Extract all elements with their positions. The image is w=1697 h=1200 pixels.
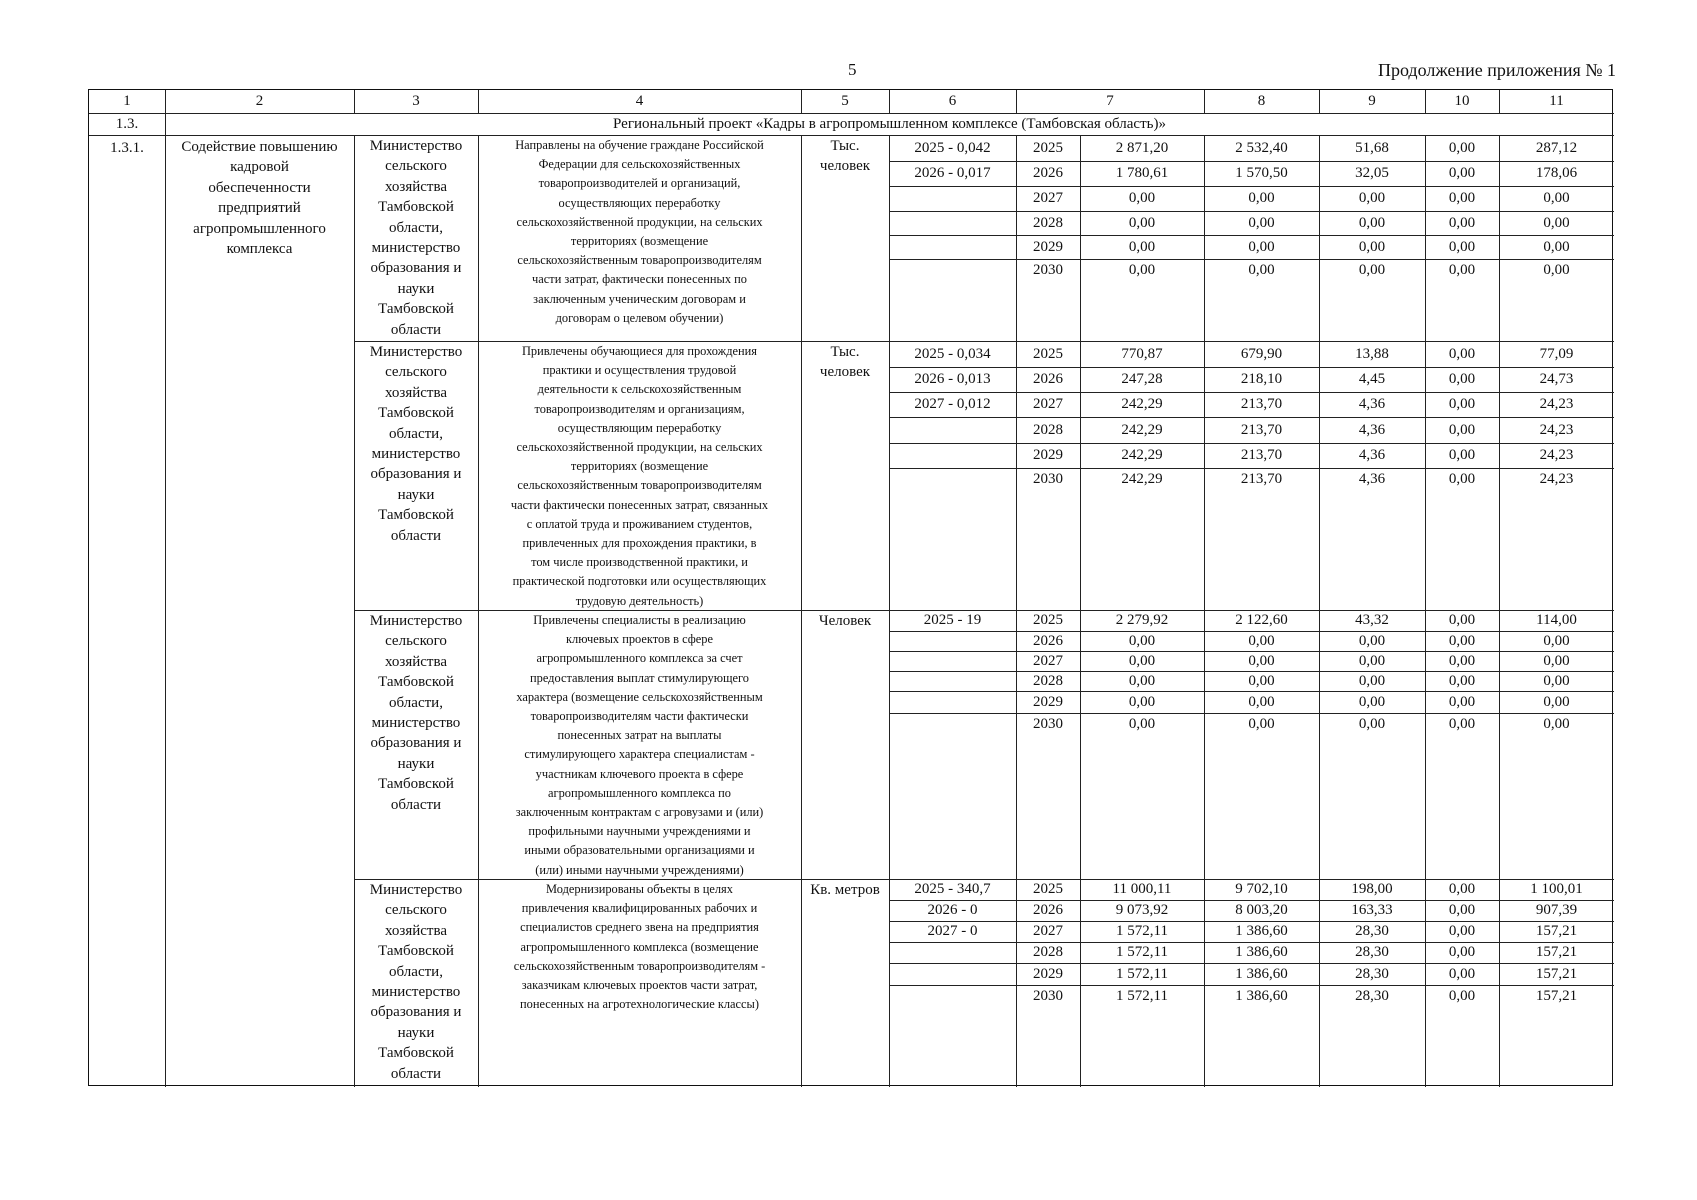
cell-col8: 1 386,60 <box>1235 966 1288 982</box>
cell-col10: 0,00 <box>1448 881 1476 897</box>
unit-3-line: Человек <box>818 613 872 629</box>
unit-1-line: человек <box>819 158 871 175</box>
cell-col8: 679,90 <box>1240 346 1283 362</box>
cell-col7: 1 780,61 <box>1115 165 1169 181</box>
cell-col7: 0,00 <box>1128 190 1156 206</box>
cell-col7: 0,00 <box>1128 633 1156 649</box>
item-name-line: предприятий <box>218 200 301 217</box>
executor-3-line: сельского <box>385 633 447 650</box>
target-value: 2025 - 0,034 <box>914 346 991 362</box>
cell-col9: 0,00 <box>1358 716 1386 732</box>
cell-col7: 0,00 <box>1128 694 1156 710</box>
cell-col8: 2 532,40 <box>1235 140 1288 156</box>
result-3-line: (или) иными научными учреждениями) <box>535 862 744 877</box>
executor-1-line: области <box>390 321 442 338</box>
executor-1-line: хозяйства <box>384 178 448 195</box>
cell-col10: 0,00 <box>1448 694 1476 710</box>
cell-col11: 0,00 <box>1543 239 1570 255</box>
cell-col11: 24,23 <box>1539 396 1574 412</box>
cell-col10: 0,00 <box>1448 923 1476 939</box>
cell-col10: 0,00 <box>1448 165 1476 181</box>
executor-4-line: области, <box>389 963 443 980</box>
executor-2-line: образования и <box>370 466 462 483</box>
result-3-line: Привлечены специалисты в реализацию <box>533 613 746 627</box>
cell-col11: 0,00 <box>1543 694 1570 710</box>
column-number-7: 7 <box>1106 93 1114 109</box>
cell-col7: 242,29 <box>1121 422 1163 438</box>
cell-year: 2029 <box>1033 447 1063 463</box>
section-code: 1.3. <box>115 116 139 132</box>
cell-col10: 0,00 <box>1448 902 1476 918</box>
cell-col10: 0,00 <box>1448 612 1476 628</box>
budget-table <box>88 89 1613 1086</box>
cell-col8: 0,00 <box>1248 215 1275 231</box>
cell-col7: 1 572,11 <box>1116 944 1168 960</box>
unit-1 <box>801 136 889 177</box>
cell-col7: 2 871,20 <box>1115 140 1169 156</box>
cell-col11: 907,39 <box>1535 902 1578 918</box>
cell-col9: 163,33 <box>1351 902 1393 918</box>
cell-col7: 770,87 <box>1121 346 1163 362</box>
cell-year: 2025 <box>1033 612 1063 628</box>
cell-year: 2028 <box>1033 673 1063 689</box>
executor-2-line: науки <box>397 486 435 503</box>
cell-col10: 0,00 <box>1448 673 1476 689</box>
cell-col8: 0,00 <box>1248 633 1275 649</box>
cell-col8: 0,00 <box>1248 673 1275 689</box>
column-number-8: 8 <box>1257 93 1266 109</box>
cell-year: 2030 <box>1033 716 1063 732</box>
cell-col7: 9 073,92 <box>1115 902 1169 918</box>
cell-col11: 24,23 <box>1539 471 1574 487</box>
result-4-line: Модернизированы объекты в целях <box>546 882 733 896</box>
executor-2 <box>354 342 478 546</box>
cell-col9: 28,30 <box>1355 944 1389 960</box>
cell-year: 2029 <box>1033 966 1063 982</box>
cell-col10: 0,00 <box>1448 988 1476 1004</box>
executor-1-line: Тамбовской <box>378 301 454 318</box>
result-3 <box>478 611 801 880</box>
cell-col8: 213,70 <box>1240 396 1283 412</box>
result-2 <box>478 342 801 611</box>
executor-4-line: Министерство <box>369 882 463 898</box>
cell-col10: 0,00 <box>1448 633 1476 649</box>
result-2-line: сельскохозяйственным товаропроизводителям <box>517 478 762 493</box>
executor-3-line: министерство <box>371 715 461 732</box>
item-name-line: агропромышленного <box>193 220 326 237</box>
cell-col8: 0,00 <box>1248 653 1275 669</box>
result-2-line: Привлечены обучающиеся для прохождения <box>521 344 758 358</box>
cell-col10: 0,00 <box>1448 190 1476 206</box>
target-value: 2025 - 340,7 <box>914 881 991 897</box>
cell-col8: 8 003,20 <box>1235 902 1288 918</box>
cell-col7: 0,00 <box>1128 716 1156 732</box>
result-4 <box>478 880 801 1014</box>
executor-2-line: министерство <box>371 446 461 463</box>
cell-col8: 0,00 <box>1248 262 1275 278</box>
result-4-line: специалистов среднего звена на предприятия <box>520 920 759 935</box>
cell-col9: 0,00 <box>1358 633 1386 649</box>
executor-3 <box>354 611 478 815</box>
result-4-line: понесенных на агротехнологические классы) <box>520 997 759 1012</box>
result-3-line: товаропроизводителям части фактически <box>530 709 749 724</box>
column-number-4: 4 <box>635 93 644 109</box>
item-name-line: комплекса <box>226 241 293 258</box>
target-value: 2026 - 0,017 <box>914 165 991 181</box>
cell-col10: 0,00 <box>1448 944 1476 960</box>
target-value: 2026 - 0,013 <box>914 371 991 387</box>
cell-col10: 0,00 <box>1448 239 1476 255</box>
executor-4-line: Тамбовской <box>378 1045 454 1062</box>
target-value: 2025 - 19 <box>923 612 982 628</box>
result-1-line: сельскохозяйственной продукции, на сельских <box>516 214 763 229</box>
cell-year: 2025 <box>1033 881 1063 897</box>
cell-col7: 242,29 <box>1121 447 1163 463</box>
result-2-line: трудовую деятельность) <box>575 593 704 608</box>
cell-col8: 2 122,60 <box>1235 612 1288 628</box>
cell-col9: 32,05 <box>1355 165 1389 181</box>
cell-col9: 0,00 <box>1358 653 1386 669</box>
executor-2-line: Тамбовской <box>378 405 454 422</box>
cell-col8: 0,00 <box>1248 239 1275 255</box>
grid-line <box>165 135 166 1087</box>
cell-col8: 213,70 <box>1240 422 1283 438</box>
target-value: 2025 - 0,042 <box>914 140 991 156</box>
cell-col10: 0,00 <box>1448 422 1476 438</box>
executor-4-line: образования и <box>370 1004 462 1021</box>
cell-year: 2025 <box>1033 140 1063 156</box>
cell-col11: 0,00 <box>1543 673 1570 689</box>
cell-col10: 0,00 <box>1448 262 1476 278</box>
continuation-note: Продолжение приложения № 1 <box>1377 60 1616 80</box>
cell-col11: 0,00 <box>1543 633 1570 649</box>
result-1-line: осуществляющих переработку <box>558 195 721 210</box>
cell-col11: 287,12 <box>1535 140 1578 156</box>
result-2-line: сельскохозяйственной продукции, на сельских <box>516 440 763 455</box>
cell-col10: 0,00 <box>1448 966 1476 982</box>
result-3-line: предоставления выплат стимулирующего <box>530 670 749 685</box>
section-title: Региональный проект «Кадры в агропромышленном комплексе (Тамбовская область)» <box>613 116 1166 132</box>
item-name-line: Содействие повышению <box>181 139 338 155</box>
column-number-9: 9 <box>1368 93 1376 109</box>
cell-col9: 4,36 <box>1358 422 1386 438</box>
column-number-1: 1 <box>123 93 131 109</box>
cell-col10: 0,00 <box>1448 716 1476 732</box>
result-2-line: с оплатой труда и проживанием студентов, <box>526 516 753 531</box>
result-3-line: агропромышленного комплекса за счет <box>536 651 743 666</box>
cell-col10: 0,00 <box>1448 215 1476 231</box>
cell-col11: 0,00 <box>1543 262 1570 278</box>
cell-col9: 0,00 <box>1358 694 1386 710</box>
executor-1-line: области, <box>389 219 443 236</box>
result-1-line: заключенным ученическим договорам и <box>533 291 746 306</box>
cell-col11: 0,00 <box>1543 716 1570 732</box>
result-3-line: иными образовательными организациями и <box>524 843 755 858</box>
cell-col9: 28,30 <box>1355 966 1389 982</box>
cell-col8: 0,00 <box>1248 716 1275 732</box>
page-number: 5 <box>848 60 857 79</box>
column-number-11: 11 <box>1549 93 1564 109</box>
result-4-line: заказчикам ключевых проектов части затрат, <box>521 978 758 993</box>
result-4-line: агропромышленного комплекса (возмещение <box>520 939 759 954</box>
executor-3-line: Тамбовской <box>378 674 454 691</box>
item-name-line: обеспеченности <box>208 179 311 196</box>
executor-2-line: области <box>390 527 442 544</box>
result-1-line: товаропроизводителей и организаций, <box>538 176 741 191</box>
cell-col9: 4,45 <box>1358 371 1386 387</box>
cell-col9: 13,88 <box>1355 346 1389 362</box>
executor-1-line: образования и <box>370 260 462 277</box>
target-value: 2026 - 0 <box>927 902 978 918</box>
cell-year: 2027 <box>1033 923 1063 939</box>
cell-col9: 28,30 <box>1355 988 1389 1004</box>
cell-col10: 0,00 <box>1448 371 1476 387</box>
column-number-2: 2 <box>255 93 264 109</box>
cell-col7: 247,28 <box>1121 371 1163 387</box>
cell-year: 2025 <box>1033 346 1063 362</box>
cell-year: 2029 <box>1033 239 1063 255</box>
cell-year: 2028 <box>1033 422 1063 438</box>
cell-col8: 1 386,60 <box>1235 988 1288 1004</box>
executor-4 <box>354 880 478 1084</box>
cell-col11: 157,21 <box>1535 988 1578 1004</box>
executor-4-line: хозяйства <box>384 922 448 939</box>
cell-col7: 242,29 <box>1121 471 1163 487</box>
executor-1-line: сельского <box>385 158 447 175</box>
executor-4-line: науки <box>397 1024 435 1041</box>
executor-1-line: науки <box>397 280 435 297</box>
executor-4-line: Тамбовской <box>378 943 454 960</box>
executor-1-line: министерство <box>371 240 461 257</box>
cell-col10: 0,00 <box>1448 471 1476 487</box>
cell-col7: 0,00 <box>1128 239 1156 255</box>
cell-col8: 1 386,60 <box>1235 923 1288 939</box>
target-value: 2027 - 0,012 <box>914 396 991 412</box>
result-1-line: сельскохозяйственным товаропроизводителям <box>517 253 762 268</box>
result-2-line: осуществляющим переработку <box>557 420 722 435</box>
unit-4 <box>801 880 889 900</box>
executor-1-line: Министерство <box>369 138 463 154</box>
unit-4-line: Кв. метров <box>810 882 880 898</box>
cell-year: 2026 <box>1033 165 1063 181</box>
cell-col8: 218,10 <box>1240 371 1283 387</box>
executor-3-line: области <box>390 796 442 813</box>
result-2-line: территориях (возмещение <box>570 459 709 474</box>
cell-year: 2030 <box>1033 988 1063 1004</box>
cell-col9: 4,36 <box>1358 471 1386 487</box>
cell-col10: 0,00 <box>1448 140 1476 156</box>
cell-col8: 213,70 <box>1240 471 1283 487</box>
item-name <box>165 137 354 259</box>
executor-3-line: хозяйства <box>384 653 448 670</box>
cell-year: 2030 <box>1033 471 1063 487</box>
cell-year: 2028 <box>1033 944 1063 960</box>
unit-1-line: Тыс. <box>830 138 860 154</box>
cell-col10: 0,00 <box>1448 346 1476 362</box>
cell-col11: 1 100,01 <box>1530 881 1583 897</box>
cell-col8: 0,00 <box>1248 190 1275 206</box>
result-3-line: профильными научными учреждениями и <box>528 824 751 839</box>
result-3-line: агропромышленного комплекса по <box>548 785 731 800</box>
result-1-line: договорам о целевом обучении) <box>555 310 724 325</box>
cell-col7: 0,00 <box>1128 262 1156 278</box>
cell-col11: 0,00 <box>1543 190 1570 206</box>
target-value: 2027 - 0 <box>927 923 978 939</box>
column-number-3: 3 <box>412 93 420 109</box>
cell-col10: 0,00 <box>1448 447 1476 463</box>
result-2-line: деятельности к сельскохозяйственным <box>537 382 742 397</box>
cell-col11: 77,09 <box>1539 346 1574 362</box>
unit-2-line: Тыс. <box>830 344 860 360</box>
result-3-line: участникам ключевого проекта в сфере <box>535 766 744 781</box>
item-name-line: кадровой <box>230 159 289 176</box>
cell-col10: 0,00 <box>1448 396 1476 412</box>
cell-col9: 43,32 <box>1355 612 1389 628</box>
cell-year: 2026 <box>1033 902 1063 918</box>
result-2-line: привлеченных для прохождения практики, в <box>522 536 757 551</box>
result-1-line: территориях (возмещение <box>570 234 709 249</box>
result-2-line: части фактически понесенных затрат, связанных <box>510 497 769 512</box>
executor-3-line: области, <box>389 694 443 711</box>
result-4-line: привлечения квалифицированных рабочих и <box>521 901 758 916</box>
cell-col8: 1 386,60 <box>1235 944 1288 960</box>
cell-col9: 0,00 <box>1358 190 1386 206</box>
cell-year: 2027 <box>1033 396 1063 412</box>
cell-col8: 213,70 <box>1240 447 1283 463</box>
cell-year: 2029 <box>1033 694 1063 710</box>
cell-col11: 157,21 <box>1535 923 1578 939</box>
result-3-line: ключевых проектов в сфере <box>566 632 713 647</box>
cell-col10: 0,00 <box>1448 653 1476 669</box>
executor-4-line: сельского <box>385 902 447 919</box>
executor-3-line: Министерство <box>369 613 463 629</box>
result-1-line: части затрат, фактически понесенных по <box>532 272 747 287</box>
cell-col9: 4,36 <box>1358 396 1386 412</box>
cell-col11: 24,23 <box>1539 422 1574 438</box>
cell-year: 2027 <box>1033 653 1063 669</box>
result-2-line: практики и осуществления трудовой <box>542 363 737 378</box>
executor-4-line: области <box>390 1065 442 1082</box>
cell-col11: 157,21 <box>1535 944 1578 960</box>
cell-col7: 0,00 <box>1128 215 1156 231</box>
executor-1-line: Тамбовской <box>378 199 454 216</box>
cell-col11: 0,00 <box>1543 215 1570 231</box>
cell-col9: 0,00 <box>1358 215 1386 231</box>
result-3-line: заключенным контрактам с агровузами и (или) <box>515 805 764 820</box>
executor-2-line: Тамбовской <box>378 507 454 524</box>
cell-year: 2027 <box>1033 190 1063 206</box>
executor-1 <box>354 136 478 340</box>
unit-2 <box>801 342 889 383</box>
result-3-line: понесенных затрат на выплаты <box>557 728 722 743</box>
result-3-line: характера (возмещение сельскохозяйственным <box>516 689 763 704</box>
result-1 <box>478 136 801 328</box>
cell-col9: 0,00 <box>1358 239 1386 255</box>
unit-3 <box>801 611 889 631</box>
cell-col8: 1 570,50 <box>1235 165 1288 181</box>
cell-col7: 2 279,92 <box>1115 612 1169 628</box>
cell-col11: 114,00 <box>1536 612 1577 628</box>
cell-col7: 0,00 <box>1128 673 1156 689</box>
cell-col7: 1 572,11 <box>1116 923 1168 939</box>
column-number-5: 5 <box>841 93 849 109</box>
result-2-line: товаропроизводителям и организациям, <box>534 401 745 416</box>
result-1-line: Федерации для сельскохозяйственных <box>538 157 741 172</box>
result-4-line: сельскохозяйственным товаропроизводителям - <box>513 958 766 973</box>
cell-year: 2028 <box>1033 215 1063 231</box>
cell-col9: 0,00 <box>1358 262 1386 278</box>
item-code: 1.3.1. <box>110 140 144 156</box>
cell-col7: 242,29 <box>1121 396 1163 412</box>
column-number-10: 10 <box>1454 93 1470 109</box>
executor-3-line: Тамбовской <box>378 776 454 793</box>
cell-col9: 51,68 <box>1355 140 1389 156</box>
cell-year: 2026 <box>1033 633 1063 649</box>
cell-col11: 157,21 <box>1535 966 1578 982</box>
cell-col9: 198,00 <box>1351 881 1393 897</box>
cell-col11: 178,06 <box>1535 165 1578 181</box>
executor-2-line: сельского <box>385 364 447 381</box>
executor-3-line: образования и <box>370 735 462 752</box>
column-number-6: 6 <box>948 93 957 109</box>
cell-col9: 0,00 <box>1358 673 1386 689</box>
cell-col11: 24,23 <box>1539 447 1574 463</box>
cell-col9: 28,30 <box>1355 923 1389 939</box>
cell-col8: 0,00 <box>1248 694 1275 710</box>
cell-col7: 0,00 <box>1128 653 1156 669</box>
cell-col11: 24,73 <box>1539 371 1574 387</box>
executor-2-line: хозяйства <box>384 384 448 401</box>
cell-col7: 1 572,11 <box>1116 966 1168 982</box>
cell-col9: 4,36 <box>1358 447 1386 463</box>
cell-year: 2030 <box>1033 262 1063 278</box>
result-2-line: практической подготовки или осуществляющих <box>512 574 767 589</box>
result-1-line: Направлены на обучение граждане Российской <box>515 138 764 152</box>
unit-2-line: человек <box>819 364 871 381</box>
cell-col7: 1 572,11 <box>1116 988 1168 1004</box>
executor-2-line: Министерство <box>369 344 463 360</box>
cell-col11: 0,00 <box>1543 653 1570 669</box>
executor-2-line: области, <box>389 425 443 442</box>
executor-3-line: науки <box>397 755 435 772</box>
cell-year: 2026 <box>1033 371 1063 387</box>
result-2-line: том числе производственной практики, и <box>531 555 748 570</box>
cell-col8: 9 702,10 <box>1235 881 1288 897</box>
cell-col7: 11 000,11 <box>1112 881 1172 897</box>
result-3-line: стимулирующего характера специалистам - <box>524 747 755 762</box>
executor-4-line: министерство <box>371 984 461 1001</box>
